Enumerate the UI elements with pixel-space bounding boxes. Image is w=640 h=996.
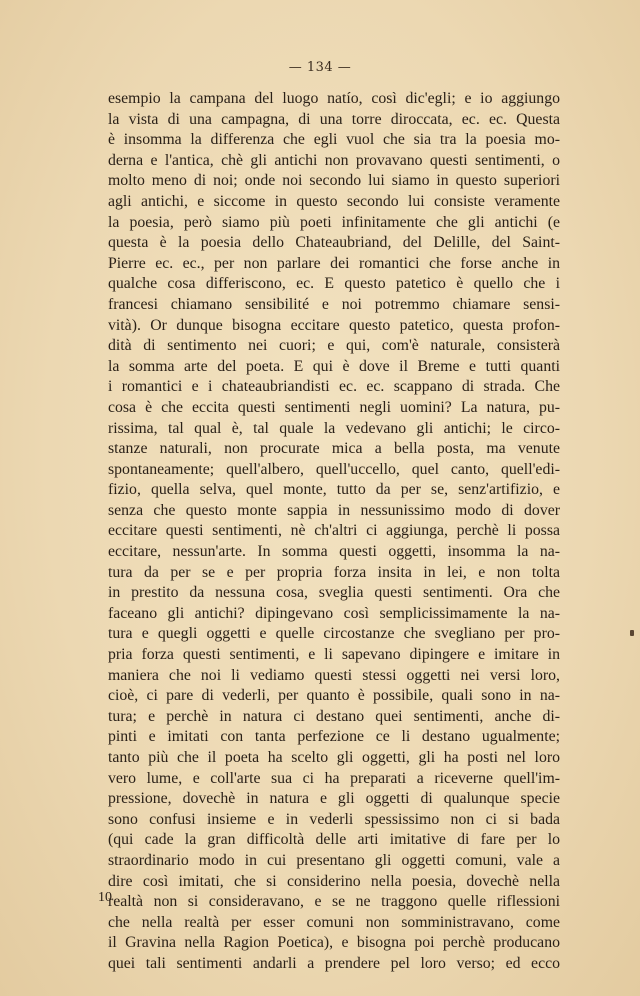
body-paragraph (108, 89, 560, 975)
text-line: dire così imitati, che si considerino nella poesia, dovechè nella (108, 872, 560, 890)
text-line: pria forza questi sentimenti, e li sapevano dipingere e imitare in (108, 646, 560, 664)
text-line: la somma arte del poeta. E qui è dove il Breme e tutti quanti (108, 357, 560, 375)
text-line: stanze naturali, non procurate mica a bella posta, ma venute (108, 440, 560, 458)
text-line: cioè, ci pare di vederli, per quanto è possibile, quali sono in na- (108, 687, 560, 705)
text-line: straordinario modo in cui presentano gli oggetti comuni, vale a (108, 851, 560, 869)
text-line: Pierre ec. ec., per non parlare dei romantici che forse anche in (108, 254, 560, 272)
text-line: che nella realtà per esser comuni non somministravano, come (108, 913, 560, 931)
text-line: è insomma la differenza che egli vuol che sia tra la poesia mo- (108, 131, 560, 149)
text-line: molto meno di noi; onde noi secondo lui siamo in questo superiori (108, 172, 560, 190)
text-line: spontaneamente; quell'albero, quell'uccello, quel canto, quell'edi- (108, 460, 560, 478)
text-line: dità di sentimento nei cuori; e qui, com'è naturale, consisterà (108, 337, 560, 355)
text-line: vero lume, e coll'arte sua ci ha preparati a riceverne quell'im- (108, 769, 560, 787)
text-line: tura; e perchè in natura ci destano quei sentimenti, anche di- (108, 707, 560, 725)
text-line: esempio la campana del luogo natío, così dic'egli; e io aggiungo (108, 90, 560, 107)
text-line: la poesia, però siamo più poeti infinitamente che gli antichi (e (108, 213, 560, 231)
text-line: pressione, dovechè in natura e gli oggetti di qualunque specie (108, 790, 560, 808)
text-line: derna e l'antica, chè gli antichi non provavano questi sentimenti, o (108, 151, 560, 169)
text-line: in prestito da nessuna cosa, sveglia questi sentimenti. Ora che (108, 584, 560, 602)
text-line: agli antichi, e siccome in questo secondo lui consiste veramente (108, 192, 560, 210)
text-line: eccitare questi sentimenti, nè ch'altri ci aggiunga, perchè li possa (108, 522, 560, 540)
text-line: eccitare, nessun'arte. In somma questi oggetti, insomma la na- (108, 543, 560, 561)
text-line: tura e quegli oggetti e quelle circostanze che svegliano per pro- (108, 625, 560, 643)
text-line: maniera che noi li vediamo questi stessi oggetti nei versi loro, (108, 666, 560, 684)
text-line: rissima, tal qual è, tal quale la vedevano gli antichi; le circo- (108, 419, 560, 437)
text-line: francesi chiamano sensibilité e noi potremmo chiamare sensi- (108, 295, 560, 313)
text-line: realtà non si consideravano, e se ne traggono quelle riflessioni (108, 893, 560, 911)
text-line: tura da per se e per propria forza insita in lei, e non tolta (108, 563, 560, 581)
text-line: senza che questo monte sappia in nessunissimo modo di dover (108, 501, 560, 519)
text-line: vità). Or dunque bisogna eccitare questo patetico, questa profon- (108, 316, 560, 334)
text-line: quei tali sentimenti andarli a prendere pel loro verso; ed ecco (108, 954, 560, 972)
text-line: pinti e imitati con tanta perfezione ce li destano ugualmente; (108, 728, 560, 746)
text-line: la vista di una campagna, di una torre diroccata, ec. ec. Questa (108, 110, 560, 128)
text-line: fizio, quella selva, quel monte, tutto da per se, senz'artifizio, e (108, 481, 560, 499)
text-line: i romantici e i chateaubriandisti ec. ec. scappano di strada. Che (108, 378, 560, 396)
page-number: — 134 — (288, 60, 352, 75)
margin-mark (630, 630, 634, 636)
text-line: faceano gli antichi? dipingevano così semplicissimamente la na- (108, 604, 560, 622)
text-line: il Gravina nella Ragion Poetica), e bisogna poi perchè producano (108, 934, 560, 952)
text-line: cosa è che eccita questi sentimenti negli uomini? La natura, pu- (108, 398, 560, 416)
text-line: sono confusi insieme e in vederli spessissimo non ci si bada (108, 810, 560, 828)
text-line: questa è la poesia dello Chateaubriand, del Delille, del Saint- (108, 234, 560, 252)
text-line: tanto più che il poeta ha scelto gli oggetti, gli ha posti nel loro (108, 749, 560, 766)
text-line: qualche cosa differiscono, ec. E questo patetico è quello che i (108, 275, 560, 293)
printer-signature: 10 (98, 890, 112, 905)
text-line: (qui cade la gran difficoltà delle arti imitative di fare per lo (108, 831, 560, 849)
